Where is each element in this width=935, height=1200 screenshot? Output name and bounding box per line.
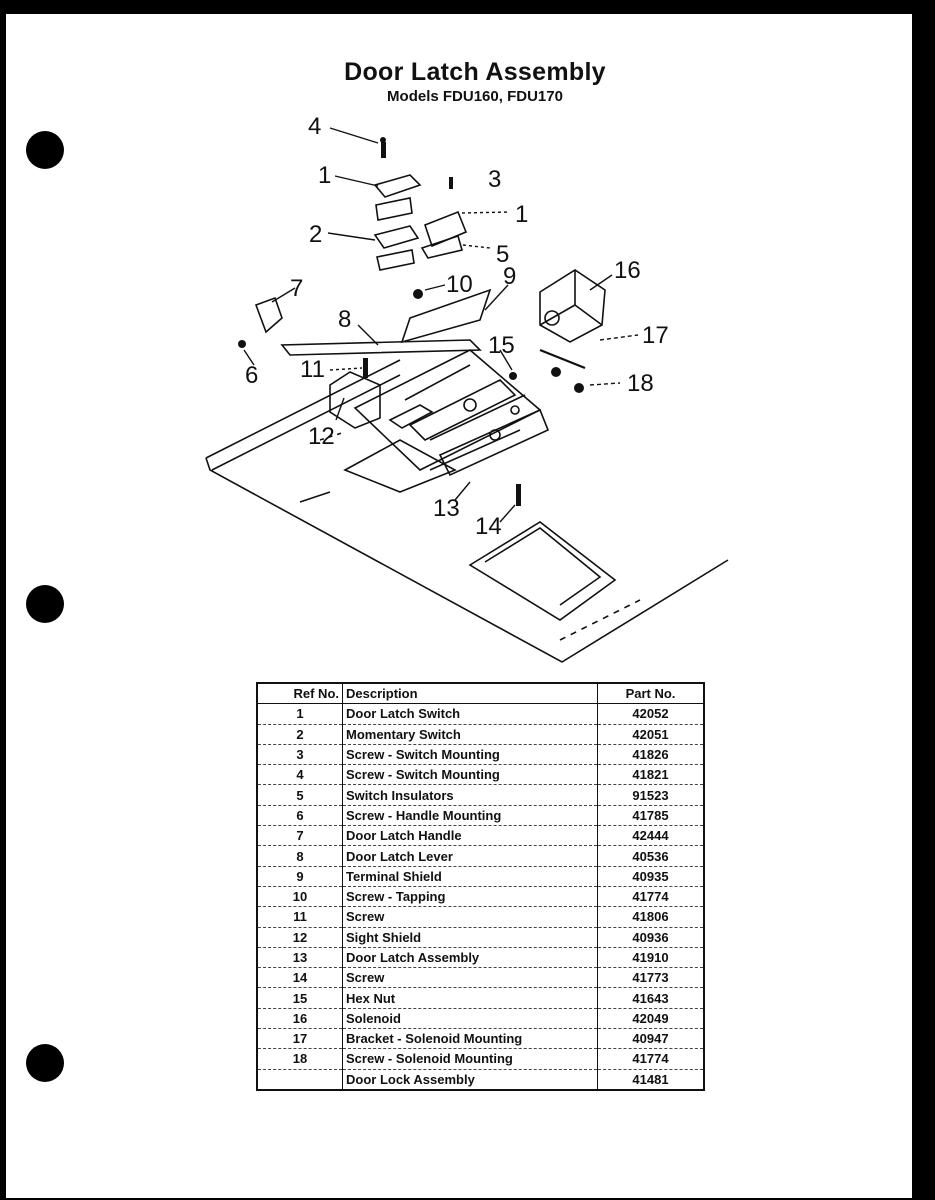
table-row [257, 744, 704, 764]
ref-cell: 7 [257, 826, 343, 846]
ref-cell: 17 [257, 1029, 343, 1049]
callout-number: 14 [475, 513, 502, 540]
callout-number: 8 [338, 306, 352, 333]
description-cell: Sight Shield [343, 927, 598, 947]
ref-cell: 5 [257, 785, 343, 805]
page-subtitle: Models FDU160, FDU170 [387, 88, 563, 105]
ref-cell: 8 [257, 846, 343, 866]
callout-number: 18 [627, 370, 654, 397]
ref-cell: 9 [257, 866, 343, 886]
table-row [257, 907, 704, 927]
ref-cell: 6 [257, 805, 343, 825]
part-no-cell: 42444 [598, 826, 705, 846]
ref-cell: 16 [257, 1008, 343, 1028]
part-no-cell: 40536 [598, 846, 705, 866]
description-cell: Screw - Switch Mounting [343, 744, 598, 764]
description-cell: Door Latch Assembly [343, 947, 598, 967]
description-cell: Door Lock Assembly [343, 1069, 598, 1090]
table-row [257, 988, 704, 1008]
door-latch-assembly [345, 350, 548, 492]
callout-number: 11 [300, 356, 325, 383]
table-row [257, 947, 704, 967]
description-cell: Screw - Tapping [343, 886, 598, 906]
base-plate [206, 458, 728, 662]
callout-number: 2 [309, 221, 323, 248]
ref-cell [257, 1069, 343, 1090]
solenoid-bracket [540, 350, 585, 368]
part-no-cell: 41910 [598, 947, 705, 967]
header-ref-no: Ref No. [257, 683, 343, 704]
table-row [257, 927, 704, 947]
description-cell: Solenoid [343, 1008, 598, 1028]
callout-number: 6 [245, 362, 259, 389]
part-no-cell: 41481 [598, 1069, 705, 1090]
ref-cell: 13 [257, 947, 343, 967]
callout-number: 4 [308, 113, 322, 140]
callout-number: 15 [488, 332, 515, 359]
door-latch-switch-2 [422, 212, 466, 258]
part-no-cell: 42049 [598, 1008, 705, 1028]
description-cell: Door Latch Handle [343, 826, 598, 846]
ref-cell: 15 [257, 988, 343, 1008]
table-row [257, 1008, 704, 1028]
table-header-row [257, 683, 704, 704]
description-cell: Screw [343, 968, 598, 988]
callout-number: 17 [642, 322, 669, 349]
ref-cell: 12 [257, 927, 343, 947]
door-latch-handle [256, 298, 282, 332]
description-cell: Hex Nut [343, 988, 598, 1008]
part-no-cell: 41826 [598, 744, 705, 764]
ref-cell: 4 [257, 765, 343, 785]
callout-number: 16 [614, 257, 641, 284]
table-row [257, 1049, 704, 1069]
table-row [257, 1029, 704, 1049]
description-cell: Screw - Handle Mounting [343, 805, 598, 825]
door-latch-lever [282, 340, 480, 355]
part-no-cell: 41643 [598, 988, 705, 1008]
solenoid [540, 270, 605, 342]
ref-cell: 18 [257, 1049, 343, 1069]
header-description: Description [343, 683, 598, 704]
part-no-cell: 41785 [598, 805, 705, 825]
part-no-cell: 40936 [598, 927, 705, 947]
momentary-switch [375, 226, 418, 270]
description-cell: Bracket - Solenoid Mounting [343, 1029, 598, 1049]
part-no-cell: 41806 [598, 907, 705, 927]
ref-cell: 11 [257, 907, 343, 927]
callout-number: 9 [503, 263, 517, 290]
parts-table [256, 682, 705, 1091]
description-cell: Screw [343, 907, 598, 927]
door-latch-switch [375, 175, 420, 220]
table-row [257, 724, 704, 744]
callout-number: 3 [488, 166, 502, 193]
part-no-cell: 40935 [598, 866, 705, 886]
part-no-cell: 42052 [598, 704, 705, 724]
table-row [257, 1069, 704, 1090]
header-part-no: Part No. [598, 683, 705, 704]
callout-number: 13 [433, 495, 460, 522]
callout-number: 5 [496, 241, 510, 268]
table-row [257, 704, 704, 724]
table-row [257, 826, 704, 846]
part-no-cell: 40947 [598, 1029, 705, 1049]
page-title: Door Latch Assembly [344, 58, 606, 86]
table-row [257, 785, 704, 805]
callout-number: 1 [318, 162, 332, 189]
part-no-cell: 41774 [598, 1049, 705, 1069]
table-row [257, 846, 704, 866]
ref-cell: 2 [257, 724, 343, 744]
part-no-cell: 91523 [598, 785, 705, 805]
table-row [257, 968, 704, 988]
description-cell: Door Latch Lever [343, 846, 598, 866]
part-no-cell: 41821 [598, 765, 705, 785]
description-cell: Door Latch Switch [343, 704, 598, 724]
description-cell: Momentary Switch [343, 724, 598, 744]
ref-cell: 3 [257, 744, 343, 764]
table-row [257, 805, 704, 825]
table-row [257, 765, 704, 785]
callout-number: 7 [290, 275, 304, 302]
description-cell: Terminal Shield [343, 866, 598, 886]
callout-number: 10 [446, 271, 473, 298]
binder-hole [26, 1044, 64, 1082]
part-no-cell: 41773 [598, 968, 705, 988]
ref-cell: 14 [257, 968, 343, 988]
table-row [257, 886, 704, 906]
ref-cell: 1 [257, 704, 343, 724]
description-cell: Switch Insulators [343, 785, 598, 805]
part-no-cell: 41774 [598, 886, 705, 906]
callout-number: 1 [515, 201, 529, 228]
ref-cell: 10 [257, 886, 343, 906]
description-cell: Screw - Solenoid Mounting [343, 1049, 598, 1069]
table-row [257, 866, 704, 886]
description-cell: Screw - Switch Mounting [343, 765, 598, 785]
part-no-cell: 42051 [598, 724, 705, 744]
callout-number: 12 [308, 423, 335, 450]
